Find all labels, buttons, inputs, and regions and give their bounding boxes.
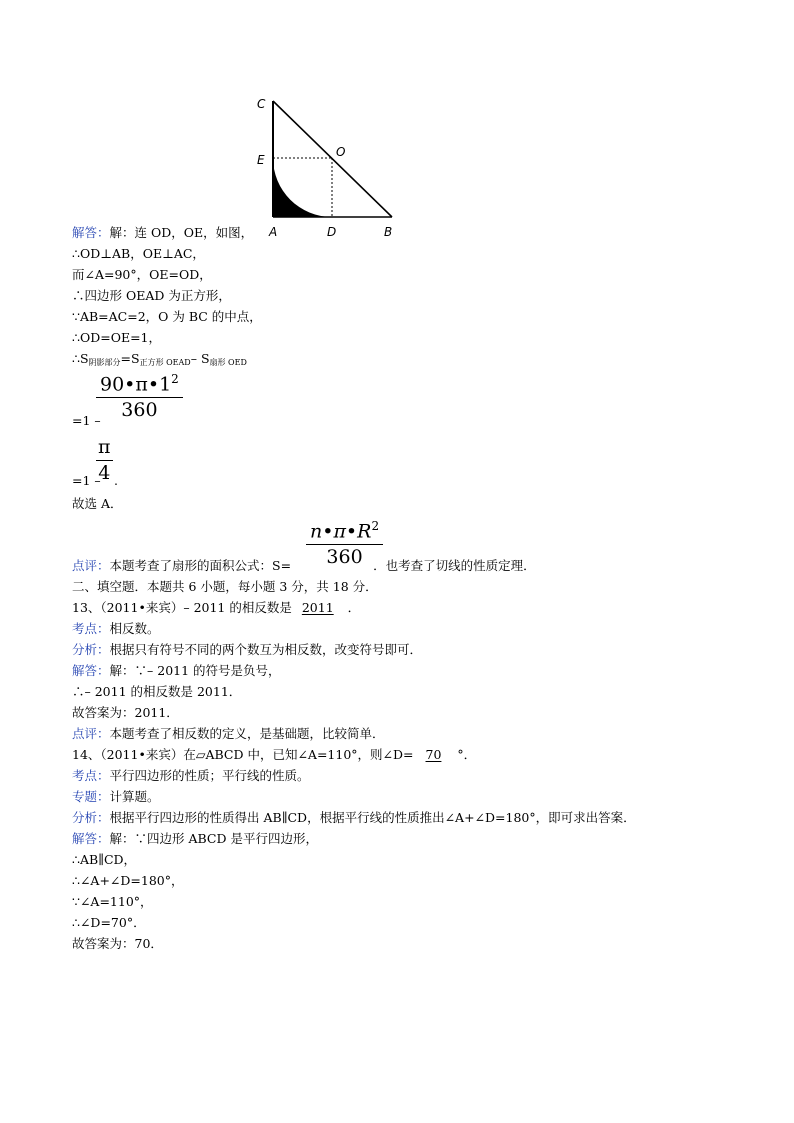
answer-line-2: ∴OD⊥AB，OE⊥AC， xyxy=(72,246,205,261)
q13-solution-3: 故答案为：2011． xyxy=(72,705,179,720)
answer-line-3: 而∠A=90°，OE=OD， xyxy=(72,267,212,282)
shaded-region xyxy=(273,158,332,217)
answer-line-7: $\therefore S_{阴影部分}=S_{正方形 OEAD}-$ $S_{扇形 OED}$ xyxy=(72,351,247,367)
formula-1-denominator: 360 xyxy=(121,399,158,422)
formula-1-prefix: =1 – xyxy=(72,413,101,428)
review-label: 点评： xyxy=(72,558,110,573)
q14-solution-5: ∴∠D=70°． xyxy=(72,915,146,930)
answer-line-5: ∵AB=AC=2，O 为 BC 的中点， xyxy=(72,309,262,324)
label-b: B xyxy=(384,225,393,239)
q14-solution-4: ∵∠A=110°， xyxy=(72,894,153,909)
q13-solution: 解答：解：∵– 2011 的符号是负号， xyxy=(72,663,281,678)
q14-kaodian: 考点：平行四边形的性质；平行线的性质。 xyxy=(72,768,310,783)
formula-1-fraction: $\frac{90•\pi•1^2}{360}$ xyxy=(96,372,183,421)
formula-2-suffix: . xyxy=(114,473,118,488)
q14-answer-blank: 70 xyxy=(425,747,442,762)
section-heading: 二、填空题．本题共 6 小题，每小题 3 分，共 18 分． xyxy=(72,579,378,594)
label-o: O xyxy=(336,145,346,159)
review-line: 点评：本题考查了扇形的面积公式：S= ．也考查了切线的性质定理． xyxy=(72,558,536,573)
q14-solution: 解答：解：∵四边形 ABCD 是平行四边形， xyxy=(72,831,318,846)
formula-2-numerator: π xyxy=(96,436,113,461)
q13-kaodian: 考点：相反数。 xyxy=(72,621,160,636)
geometry-figure xyxy=(250,92,410,242)
answer-line-6: ∴OD=OE=1， xyxy=(72,330,161,345)
answer-label: 解答： xyxy=(72,225,110,240)
q13-stem: 13、（2011•来宾）– 2011 的相反数是 2011 ． xyxy=(72,600,361,615)
sector-area-denominator: 360 xyxy=(326,546,363,569)
q14-analysis: 分析：根据平行四边形的性质得出 AB∥CD，根据平行线的性质推出∠A+∠D=180°，即可求出答案． xyxy=(72,810,636,825)
label-c: C xyxy=(257,97,266,111)
q13-solution-2: ∴– 2011 的相反数是 2011． xyxy=(72,684,242,699)
formula-2-denominator: 4 xyxy=(98,462,111,484)
formula-1-numerator: 90•π•1 xyxy=(100,373,172,396)
sector-area-fraction: $\frac{n•\pi•R^2}{360}$ xyxy=(306,519,383,568)
answer-line-1: 解答：解：连 OD，OE，如图， xyxy=(72,225,254,240)
q14-solution-3: ∴∠A+∠D=180°， xyxy=(72,873,184,888)
q13-answer-blank: 2011 xyxy=(301,600,334,615)
q14-solution-6: 故答案为：70． xyxy=(72,936,163,951)
answer-line-4: ∴四边形 OEAD 为正方形， xyxy=(72,288,231,303)
label-e: E xyxy=(257,153,265,167)
formula-2-prefix: =1 – xyxy=(72,473,101,488)
formula-2-fraction xyxy=(96,436,113,484)
label-d: D xyxy=(327,225,337,239)
sector-area-numerator: n•π•R xyxy=(310,520,372,543)
answer-conclusion: 故选 A． xyxy=(72,496,123,511)
q14-solution-2: ∴AB∥CD， xyxy=(72,852,137,867)
q13-review: 点评：本题考查了相反数的定义，是基础题，比较简单． xyxy=(72,726,385,741)
q14-stem: 14、（2011•来宾）在▱ABCD 中，已知∠A=110°，则∠D= 70 °． xyxy=(72,747,477,762)
q14-topic: 专题：计算题。 xyxy=(72,789,160,804)
label-a: A xyxy=(269,225,278,239)
q13-analysis: 分析：根据只有符号不同的两个数互为相反数，改变符号即可． xyxy=(72,642,423,657)
